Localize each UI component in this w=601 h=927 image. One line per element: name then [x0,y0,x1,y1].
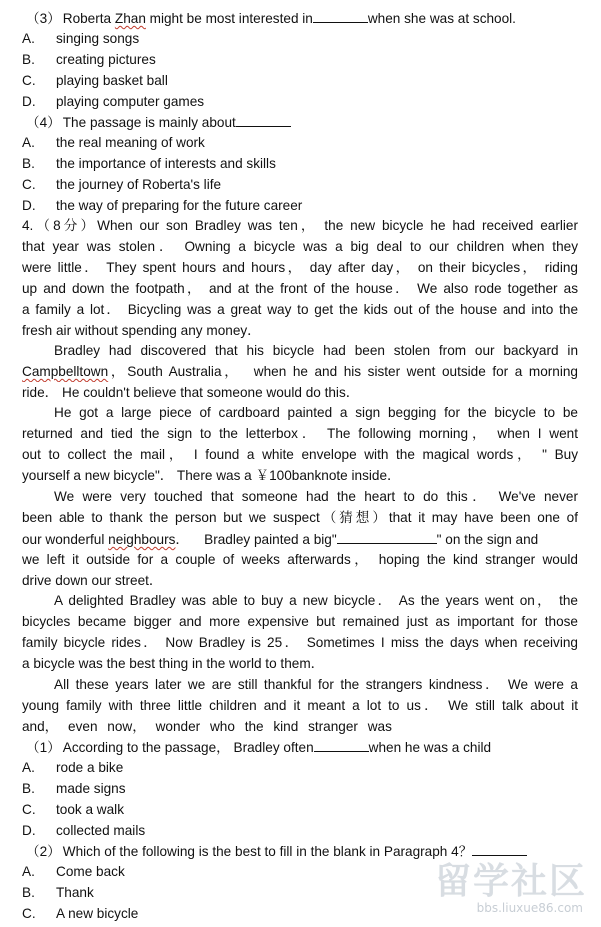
answer-blank[interactable] [313,8,368,23]
passage-line: family bicycle rides． Now Bradley is 25． Sometimes I miss the days when receiving [22,635,578,650]
passage-line: 4.（8分）When our son Bradley was ten， the new bicycle he had received earlier [22,218,578,233]
passage-text: our wonderful [22,532,109,547]
question-4-option-b[interactable] [22,154,276,174]
question-3-option-c[interactable] [22,71,168,91]
question-4-option-c[interactable] [22,175,221,195]
option-text: the journey of Roberta's life [56,177,222,192]
option-letter: C. [22,906,36,921]
passage-line: ride． He couldn't believe that someone would do this． [22,385,360,400]
question-1-stem [26,737,491,757]
passage-line: We were very touched that someone had the heart to do this． We've never [54,489,578,504]
option-text: singing songs [56,31,140,46]
option-letter: B. [22,781,35,796]
question-number: （1） [26,740,61,755]
option-letter: D. [22,94,36,109]
stem-text: The passage is mainly about [62,115,236,130]
passage-line: A delighted Bradley was able to buy a new bicycle． As the years went on， the [54,593,578,608]
passage-line: a bicycle was the best thing in the world to them． [22,656,325,671]
question-3-option-b[interactable] [22,50,156,70]
question-2-option-c[interactable] [22,904,138,924]
passage-line: we left it outside for a couple of weeks afterwards， hoping the kind stranger would [22,552,578,567]
option-text: playing basket ball [56,73,168,88]
question-4-option-d[interactable] [22,196,302,216]
passage-line: All these years later we are still thankful for the strangers kindness． We were a [54,677,578,692]
option-letter: A. [22,760,35,775]
option-letter: A. [22,31,35,46]
stem-text: when he was a child [368,740,492,755]
spellcheck-word: Zhan [114,11,146,26]
option-text: creating pictures [56,52,156,67]
stem-text: when she was at school. [367,11,516,26]
option-letter: B. [22,52,35,67]
passage-line: been able to thank the person but we suspect（猜想）that it may have been one of [22,510,578,525]
passage-line: He got a large piece of cardboard painted a sign begging for the bicycle to be [54,405,578,420]
question-number: （3） [26,11,61,26]
option-letter: B. [22,156,35,171]
passage-line: yourself a new bicycle"． There was a ￥100banknote inside． [22,468,401,483]
question-2-option-a[interactable] [22,862,125,882]
option-text: Thank [56,885,94,900]
option-letter: C. [22,73,36,88]
passage-line: fresh air without spending any money． [22,323,261,338]
question-2-option-b[interactable] [22,883,94,903]
option-letter: C. [22,177,36,192]
question-number: （2） [26,844,61,859]
watermark-url: bbs.liuxue86.com [476,901,583,915]
passage-line: were little． They spent hours and hours， day after day， on their bicycles， riding [22,260,578,275]
option-letter: A. [22,135,35,150]
option-text: made signs [56,781,126,796]
option-letter: D. [22,198,36,213]
stem-text: Roberta [62,11,115,26]
site-watermark [433,849,593,919]
passage-line: and， even now， wonder who the kind stranger was [22,719,392,734]
passage-line: young family with three little children and it meant a lot to us． We still talk about it [22,698,578,713]
option-letter: A. [22,864,35,879]
passage-line: that year was stolen． Owning a bicycle was a big deal to our children when they [22,239,578,254]
passage-line-rest: ，South Australia， when he and his sister went outside for a morning [108,364,578,379]
spellcheck-word: neighbours [108,532,176,547]
option-letter: C. [22,802,36,817]
passage-line [22,362,578,382]
stem-text: might be most interested in [145,11,313,26]
passage-line: drive down our street． [22,573,163,588]
passage-line: up and down the footpath， and at the front of the house． We also rode together as [22,281,578,296]
stem-text: Which of the following is the best to fill in the blank in Paragraph 4？ [62,844,473,859]
question-4-stem [26,112,291,132]
question-3-stem [26,8,516,28]
option-text: took a walk [56,802,125,817]
question-3-option-d[interactable] [22,92,204,112]
passage-line: a family a lot． Bicycling was a great way to get the kids out of the house and into the [22,302,578,317]
option-text: the real meaning of work [56,135,205,150]
question-number: （4） [26,115,61,130]
question-3-option-a[interactable] [22,29,139,49]
option-text: Come back [56,864,125,879]
passage-line: out to collect the mail， I found a white envelope with the magical words， " Buy [22,447,578,462]
passage-text: ． Bradley painted a big" [175,532,337,547]
passage-line: Bradley had discovered that his bicycle had been stolen from our backyard in [54,343,578,358]
question-1-option-c[interactable] [22,800,124,820]
option-text: playing computer games [56,94,205,109]
passage-line-with-blank [22,529,538,549]
question-4-option-a[interactable] [22,133,205,153]
passage-line: bicycles became bigger and more expensive but remained just as important for those [22,614,578,629]
stem-text: According to the passage， Bradley often [62,740,314,755]
question-1-option-a[interactable] [22,758,123,778]
option-text: the importance of interests and skills [56,156,276,171]
option-letter: D. [22,823,36,838]
answer-blank[interactable] [236,112,291,127]
option-text: the way of preparing for the future career [56,198,303,213]
spellcheck-word: Campbelltown [22,364,109,379]
option-text: rode a bike [56,760,124,775]
option-text: A new bicycle [56,906,139,921]
option-letter: B. [22,885,35,900]
passage-text: " on the sign and [436,532,539,547]
passage-line: returned and tied the sign to the letterbox． The following morning， when I went [22,426,578,441]
watermark-logo-text: 留学社区 [434,861,587,902]
option-text: collected mails [56,823,146,838]
answer-blank[interactable] [314,737,369,752]
question-1-option-b[interactable] [22,779,126,799]
passage-answer-blank[interactable] [337,529,437,544]
question-1-option-d[interactable] [22,821,145,841]
